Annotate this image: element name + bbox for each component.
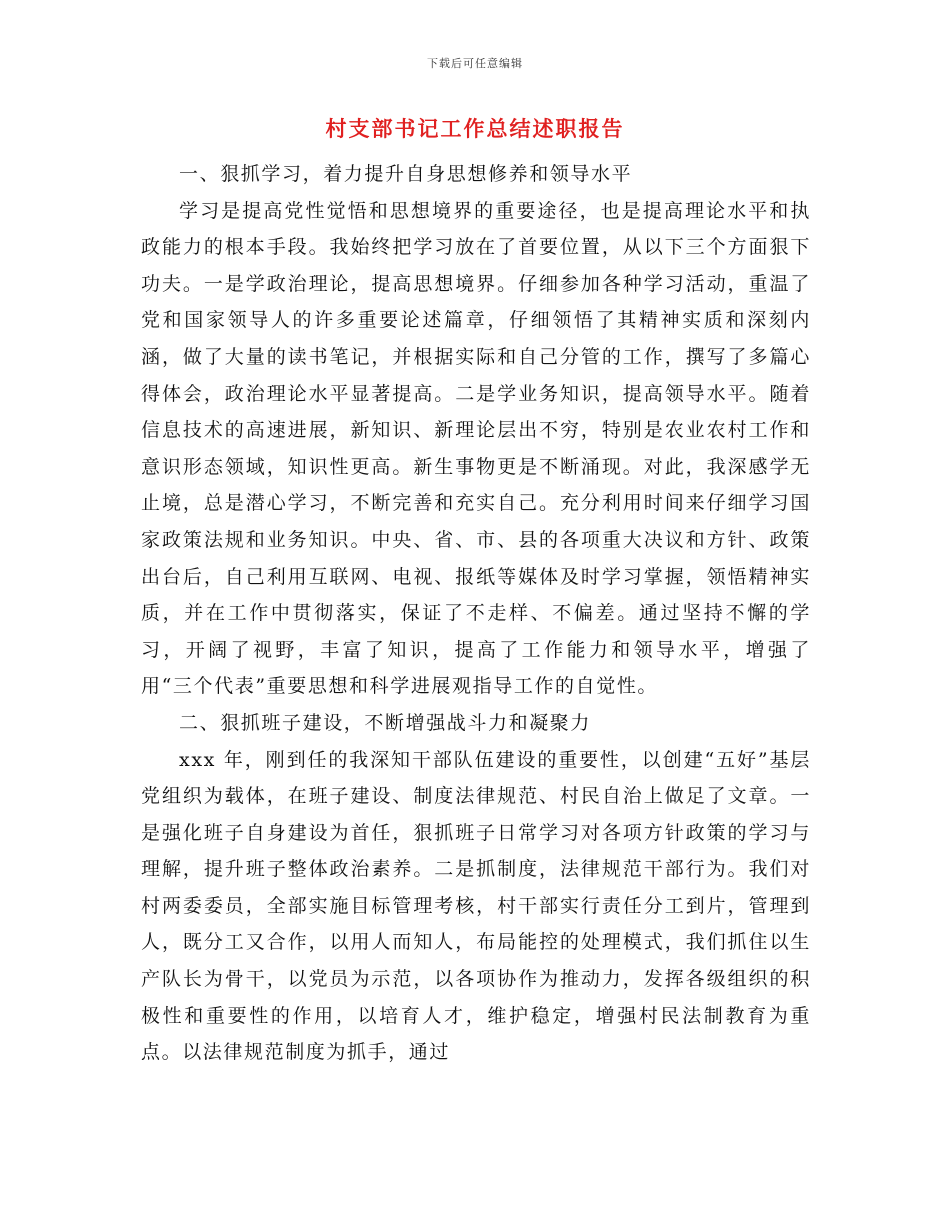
section-heading-2: 二、狠抓班子建设，不断增强战斗力和凝聚力 <box>179 711 592 734</box>
document-title: 村支部书记工作总结述职报告 <box>325 116 625 141</box>
body-paragraph-1: 学习是提高党性觉悟和思想境界的重要途径，也是提高理论水平和执政能力的根本手段。我始终把学习放在了首要位置，从以下三个方面狠下功夫。一是学政治理论，提高思想境界。仔细参加各种学习活动，重温了党和国家领导人的许多重要论述篇章，仔细领悟了其精神实质和深刻内涵，做了大量的读书笔记，并根据实际和自己分管的工作，撰写了多篇心得体会，政治理论水平显著提高。二是学业务知识，提高领导水平。随着信息技术的高速进展，新知识、新理论层出不穷，特别是农业农村工作和意识形态领域，知识性更高。新生事物更是不断涌现。对此，我深感学无止境，总是潜心学习，不断完善和充实自己。充分利用时间来仔细学习国家政策法规和业务知识。中央、省、市、县的各项重大决议和方针、政策出台后，自己利用互联网、电视、报纸等媒体及时学习掌握，领悟精神实质，并在工作中贯彻落实，保证了不走样、不偏差。通过坚持不懈的学习，开阔了视野，丰富了知识，提高了工作能力和领导水平，增强了用“三个代表”重要思想和科学进展观指导工作的自觉性。 <box>141 199 811 698</box>
body-paragraph-2: xxx 年，刚到任的我深知干部队伍建设的重要性，以创建“五好”基层党组织为载体，在班子建设、制度法律规范、村民自治上做足了文章。一是强化班子自身建设为首任，狠抓班子日常学习对各项方针政策的学习与理解，提升班子整体政治素养。二是抓制度，法律规范干部行为。我们对村两委委员，全部实施目标管理考核，村干部实行责任分工到片，管理到人，既分工又合作，以用人而知人，布局能控的处理模式，我们抓住以生产队长为骨干，以党员为示范，以各项协作为推动力，发挥各级组织的积极性和重要性的作用，以培育人才，维护稳定，增强村民法制教育为重点。以法律规范制度为抓手，通过 <box>141 748 811 1064</box>
section-heading-1: 一、狠抓学习，着力提升自身思想修养和领导水平 <box>179 163 633 185</box>
header-note: 下载后可任意编辑 <box>427 57 523 70</box>
document-body <box>141 156 811 1071</box>
